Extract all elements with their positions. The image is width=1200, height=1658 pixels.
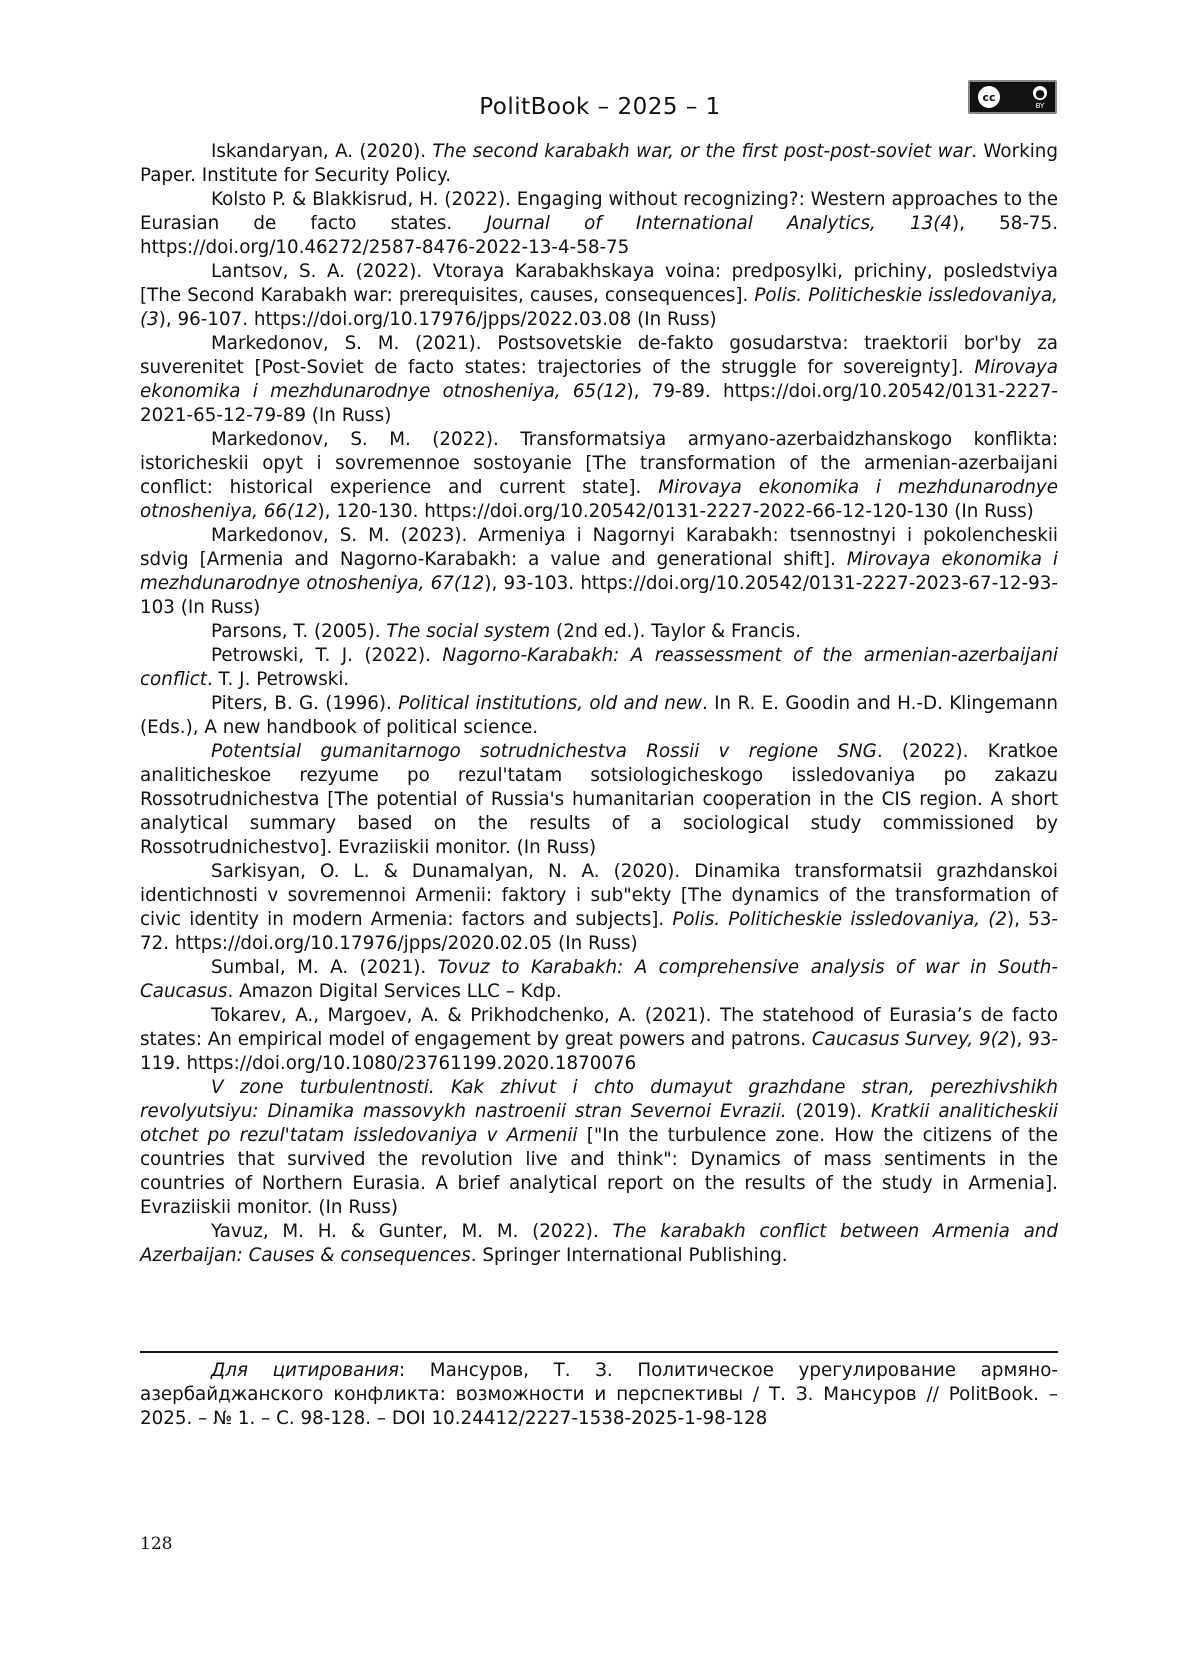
by-attribution-icon — [1031, 84, 1049, 110]
reference-item: Markedonov, S. M. (2023). Armeniya i Nagornyi Karabakh: tsennostnyi i pokolencheskii sdvig [Armenia and Nagorno-Karabakh: a value and generational shift]. Mirovaya ekonomika i mezhdunarodnye otnosheniya, 67(12), 93-103. https://doi.org/10.20542/0131-2227-2023-67-12-93-103 (In Russ) — [140, 525, 1059, 618]
reference-item: Piters, B. G. (1996). Political institutions, old and new. In R. E. Goodin and H.-D. Klingemann (Eds.), A new handbook of political science. — [140, 693, 1058, 738]
reference-item: Parsons, T. (2005). The social system (2nd ed.). Taylor & Francis. — [211, 621, 802, 642]
footnote-divider — [140, 1351, 1058, 1353]
reference-item: Lantsov, S. A. (2022). Vtoraya Karabakhskaya voina: predposylki, prichiny, posledstviya [The Second Karabakh war: prerequisites, causes, consequences]. Polis. Politicheskie issledovaniya, (3), 96-107. https://doi.org/10.17976/jpps/2022.03.08 (In Russ) — [140, 261, 1058, 330]
reference-item: Sarkisyan, O. L. & Dunamalyan, N. A. (2020). Dinamika transformatsii grazhdanskoi identichnosti v sovremennoi Armenii: faktory i sub"ekty [The dynamics of the transformation of civic identity in modern Armenia: factors and subjects]. Polis. Politicheskie issledovaniya, (2), 53-72. https://doi.org/10.17976/jpps/2020.02.05 (In Russ) — [140, 861, 1058, 954]
reference-item: V zone turbulentnosti. Kak zhivut i chto dumayut grazhdane stran, perezhivshikh revolyutsiyu: Dinamika massovykh nastroenii stran Severnoi Evrazii. (2019). Kratkii analiticheskii otchet po rezul'tatam issledovaniya v Armenii ["In the turbulence zone. How the citizens of the countries that survived the revolution live and think": Dynamics of mass sentiments in the countries of Northern Eurasia. A brief analytical report on the results of the study in Armenia]. Evraziiskii monitor. (In Russ) — [140, 1077, 1058, 1218]
person-icon: ● — [1031, 84, 1049, 102]
journal-running-header: PolitBook – 2025 – 1 — [479, 94, 721, 120]
cc-icon: cc — [976, 84, 1002, 110]
reference-item: Petrowski, T. J. (2022). Nagorno-Karabakh: A reassessment of the armenian-azerbaijani conflict. T. J. Petrowski. — [140, 645, 1058, 690]
reference-item: Tokarev, A., Margoev, A. & Prikhodchenko, A. (2021). The statehood of Eurasia’s de facto states: An empirical model of engagement by great powers and patrons. Caucasus Survey, 9(2), 93-119. https://doi.org/10.1080/23761199.2020.1870076 — [140, 1005, 1058, 1074]
reference-item: Markedonov, S. M. (2022). Transformatsiya armyano-azerbaidzhanskogo konflikta: istoricheskii opyt i sovremennoe sostoyanie [The transformation of the armenian-azerbaijani conflict: historical experience and current state]. Mirovaya ekonomika i mezhdunarodnye otnosheniya, 66(12), 120-130. https://doi.org/10.20542/0131-2227-2022-66-12-120-130 (In Russ) — [140, 429, 1058, 522]
reference-list — [140, 140, 1058, 1268]
citation-label: Для цитирования — [211, 1360, 400, 1381]
cc-by-license-icon — [968, 80, 1057, 114]
reference-item: Iskandaryan, A. (2020). The second karabakh war, or the first post-post-soviet war. Working Paper. Institute for Security Policy. — [140, 141, 1058, 186]
by-label: BY — [1035, 102, 1045, 110]
reference-item: Sumbal, M. A. (2021). Tovuz to Karabakh: A comprehensive analysis of war in South-Caucasus. Amazon Digital Services LLC – Kdp. — [140, 957, 1058, 1002]
citation-text: : Мансуров, Т. З. Политическое урегулирование армяно-азербайджанского конфликта: возможности и перспективы / Т. З. Мансуров // PolitBook. – 2025. – № 1. – С. 98-128. – DOI 10.24412/2227-1538-2025-1-98-128 — [140, 1360, 1058, 1429]
reference-item: Kolsto P. & Blakkisrud, H. (2022). Engaging without recognizing?: Western approaches to the Eurasian de facto states. Journal of International Analytics, 13(4), 58-75. https://doi.org/10.46272/2587-8476-2022-13-4-58-75 — [140, 189, 1059, 258]
citation-note — [140, 1359, 1058, 1431]
reference-item: Potentsial gumanitarnogo sotrudnichestva Rossii v regione SNG. (2022). Kratkoe analiticheskoe rezyume po rezul'tatam sotsiologicheskogo issledovaniya po zakazu Rossotrudnichestva [The potential of Russia's humanitarian cooperation in the CIS region. A short analytical summary based on the results of a sociological study commissioned by Rossotrudnichestvo]. Evraziiskii monitor. (In Russ) — [140, 741, 1058, 858]
reference-item: Yavuz, M. H. & Gunter, M. M. (2022). The karabakh conflict between Armenia and Azerbaijan: Causes & consequences. Springer International Publishing. — [140, 1221, 1058, 1266]
reference-item: Markedonov, S. M. (2021). Postsovetskie de-fakto gosudarstva: traektorii bor'by za suverenitet [Post-Soviet de facto states: trajectories of the struggle for sovereignty]. Mirovaya ekonomika i mezhdunarodnye otnosheniya, 65(12), 79-89. https://doi.org/10.20542/0131-2227-2021-65-12-79-89 (In Russ) — [140, 333, 1058, 426]
page-number: 128 — [140, 1534, 173, 1554]
